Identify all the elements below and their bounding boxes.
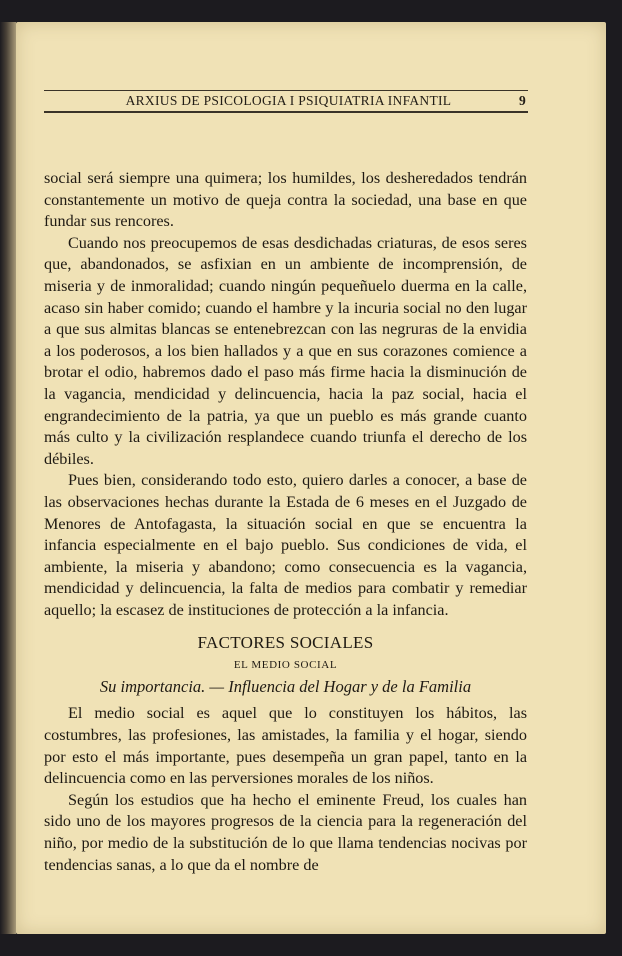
paragraph: Pues bien, considerando todo esto, quiero darles a conocer, a base de las observaciones hechas durante la Estada de 6 meses en el Juzgado de Menores de Antofagasta, la situación social en que se encuentra la infancia especialmente en el bajo pueblo. Sus condiciones de vida, el ambiente, la miseria y abandono; como consecuencia es la vagancia, mendicidad y delincuencia, la falta de medios para combatir y remediar aquello; la escasez de instituciones de protección a la infancia.	[44, 471, 527, 619]
page-body	[44, 168, 527, 876]
section-title: FACTORES SOCIALES	[197, 633, 374, 653]
paragraph: social será siempre una quimera; los humildes, los desheredados tendrán constantemente un motivo de queja contra la sociedad, una base en que fundar sus rencores.	[44, 169, 527, 231]
header-rule-top	[44, 90, 528, 91]
paragraph: Cuando nos preocupemos de esas desdichadas criaturas, de esos seres que, abandonados, se asfixian en un ambiente de incomprensión, de miseria y de inmoralidad; cuando ningún pequeñuelo duerma en la calle, acaso sin haber comido; cuando el hambre y la incuria social no den lugar a que sus almitas blancas se entenebrezcan con las negruras de la envidia a los poderosos, a los bien hallados y a que en sus corazones comience a brotar el odio, habremos dado el paso más firme hacia la disminución de la vagancia, mendicidad y delincuencia, hacia la paz social, hacia el engrandecimiento de la patria, ya que un pueblo es más grande cuanto más culto y la civilización resplandece cuando triunfa el derecho de los débiles.	[44, 233, 527, 468]
paragraph: Según los estudios que ha hecho el eminente Freud, los cuales han sido uno de los mayores progresos de la ciencia para la regeneración del niño, por medio de la substitución de lo que llama tendencias nocivas por tendencias sanas, a lo que da el nombre de	[44, 790, 527, 874]
journal-title: ARXIUS DE PSICOLOGIA I PSIQUIATRIA INFANTIL	[125, 93, 452, 108]
paragraph: El medio social es aquel que lo constituyen los hábitos, las costumbres, las profesiones, las amistades, la familia y el hogar, siendo por esto el más importante, pues desempeña un gran papel, tanto en la delincuencia como en las perversiones morales de los niños.	[44, 704, 527, 788]
header-row	[44, 93, 528, 109]
subsection-title: EL MEDIO SOCIAL	[233, 659, 338, 672]
italic-subheading: Su importancia. — Influencia del Hogar y de la Familia	[99, 677, 472, 697]
running-header	[44, 90, 528, 113]
header-rule-bottom	[44, 111, 528, 113]
left-page-edge	[0, 22, 16, 934]
page-number: 9	[518, 93, 526, 108]
